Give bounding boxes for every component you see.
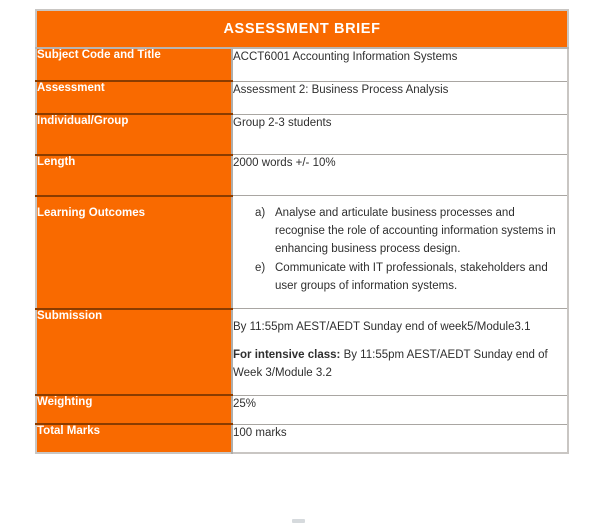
table-row (36, 309, 568, 395)
table-row (36, 48, 568, 81)
row-label-individual-group: Individual/Group (36, 114, 232, 155)
table-row-header (36, 10, 568, 48)
page-edge-artifact (292, 519, 305, 523)
row-label-length: Length (36, 155, 232, 196)
row-label-submission: Submission (36, 309, 232, 395)
row-label-learning-outcomes: Learning Outcomes (36, 196, 232, 309)
table-row (36, 81, 568, 114)
row-value-total-marks: 100 marks (232, 424, 568, 453)
list-item (255, 205, 567, 258)
table-row (36, 395, 568, 424)
list-item-text: Communicate with IT professionals, stakeholders and user groups of information systems. (275, 261, 548, 292)
table-row (36, 424, 568, 453)
row-value-length: 2000 words +/- 10% (232, 155, 568, 196)
intensive-class-detail: By 11:55pm AEST/AEDT Sunday end of Week 3/Module 3.2 (233, 349, 548, 379)
table-row (36, 155, 568, 196)
page-title: ASSESSMENT BRIEF (36, 10, 568, 48)
list-item (255, 260, 567, 296)
row-value-weighting: 25% (232, 395, 568, 424)
assessment-brief-table (35, 9, 569, 454)
table-row (36, 196, 568, 309)
intensive-class-lead: For intensive class: (233, 349, 341, 362)
submission-standard-deadline: By 11:55pm AEST/AEDT Sunday end of week5/Module3.1 (233, 321, 531, 334)
row-label-total-marks: Total Marks (36, 424, 232, 453)
row-value-learning-outcomes (232, 196, 568, 309)
row-value-submission (232, 309, 568, 395)
row-label-subject-code-and-title: Subject Code and Title (36, 48, 232, 81)
row-value-assessment: Assessment 2: Business Process Analysis (232, 81, 568, 114)
learning-outcomes-list (233, 205, 567, 295)
row-value-individual-group: Group 2-3 students (232, 114, 568, 155)
list-item-text: Analyse and articulate business processes and recognise the role of accounting information systems in enhancing business process design. (275, 207, 556, 255)
list-item-marker: e) (255, 261, 266, 274)
table-row (36, 114, 568, 155)
row-value-subject-code-and-title: ACCT6001 Accounting Information Systems (232, 48, 568, 81)
row-label-assessment: Assessment (36, 81, 232, 114)
row-label-weighting: Weighting (36, 395, 232, 424)
list-item-marker: a) (255, 207, 266, 220)
submission-intensive-deadline (233, 347, 567, 383)
